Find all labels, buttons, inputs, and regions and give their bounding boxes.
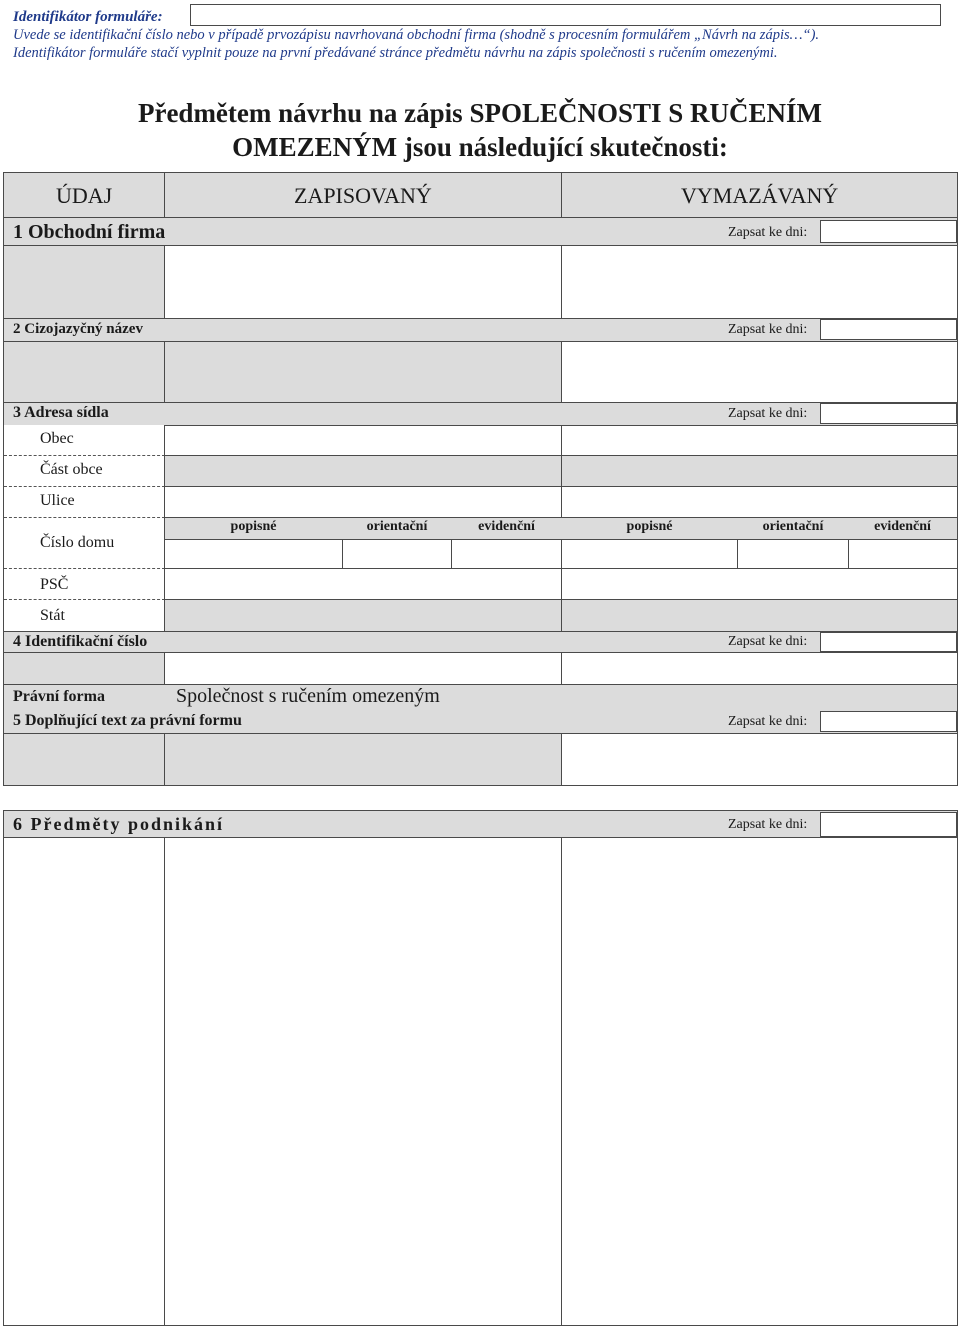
section-5-zapsat-label: Zapsat ke dni:	[728, 714, 808, 729]
section-6-zapsat-label: Zapsat ke dni:	[728, 817, 808, 832]
section-2-header	[4, 318, 957, 341]
pravni-forma-row	[4, 684, 957, 709]
divider	[4, 455, 165, 456]
section-4-zapisovany-field[interactable]	[164, 652, 562, 685]
obec-label: Obec	[40, 430, 74, 447]
ulice-zapisovany-field[interactable]	[164, 486, 562, 518]
psc-zapisovany-field[interactable]	[164, 568, 562, 600]
section-3-label: 3 Adresa sídla	[13, 404, 109, 421]
section-6-label: 6 Předměty podnikání	[13, 814, 225, 834]
section-3-zapsat-label: Zapsat ke dni:	[728, 406, 808, 421]
ulice-vymazavany-field[interactable]	[561, 486, 957, 518]
form-id-note-2: Identifikátor formuláře stačí vyplnit pouze na první předávané stránce předmětu návrhu na zápis společnosti s ručením omezenými.	[13, 45, 778, 61]
section-5-zapisovany-field[interactable]	[164, 733, 562, 785]
section-1-udaj-cell	[4, 245, 165, 318]
orientacni-header-2: orientační	[762, 519, 824, 534]
psc-vymazavany-field[interactable]	[561, 568, 957, 600]
page-title-line-1: Předmětem návrhu na zápis SPOLEČNOSTI S RUČENÍM	[137, 98, 823, 128]
section-1-zapisovany-field[interactable]	[164, 245, 562, 318]
stat-label: Stát	[40, 607, 65, 624]
section-5-zapsat-input[interactable]	[820, 711, 957, 732]
obec-zapisovany-field[interactable]	[164, 425, 562, 456]
section-4-udaj-cell	[4, 652, 165, 685]
orientacni-header-1: orientační	[366, 519, 428, 534]
pravni-forma-label: Právní forma	[13, 688, 105, 705]
section-3-header	[4, 402, 957, 425]
form-id-note-1: Uvede se identifikační číslo nebo v případě prvozápisu navrhovaná obchodní firma (shodně s procesním formulářem „Návrh na zápis…“).	[13, 27, 820, 43]
section-4-zapsat-label: Zapsat ke dni:	[728, 634, 808, 649]
divider	[4, 599, 165, 600]
section-5-udaj-cell	[4, 733, 165, 785]
popisne-vymazavany-field[interactable]	[561, 539, 738, 569]
section-3-label-column	[4, 425, 165, 632]
orientacni-zapisovany-field[interactable]	[342, 539, 452, 569]
section-2-label: 2 Cizojazyčný název	[13, 321, 143, 337]
section-6-zapsat-input[interactable]	[820, 812, 957, 837]
evidencni-header-2: evidenční	[874, 519, 931, 534]
cast-obce-vymazavany-field[interactable]	[561, 455, 957, 487]
section-4-vymazavany-field[interactable]	[561, 652, 957, 685]
divider	[4, 486, 165, 487]
orientacni-vymazavany-field[interactable]	[737, 539, 849, 569]
section-4-zapsat-input[interactable]	[820, 632, 957, 652]
section-1-zapsat-label: Zapsat ke dni:	[728, 225, 808, 240]
psc-label: PSČ	[40, 576, 69, 593]
divider	[4, 568, 165, 569]
popisne-zapisovany-field[interactable]	[164, 539, 343, 569]
section-1-label: 1 Obchodní firma	[13, 221, 166, 243]
evidencni-vymazavany-field[interactable]	[848, 539, 957, 569]
section-3-zapsat-input[interactable]	[820, 403, 957, 424]
section-5-vymazavany-field[interactable]	[561, 733, 957, 785]
evidencni-zapisovany-field[interactable]	[451, 539, 562, 569]
divider	[4, 517, 165, 518]
form-id-label: Identifikátor formuláře:	[13, 9, 163, 25]
page-title	[0, 96, 960, 164]
stat-vymazavany-field[interactable]	[561, 599, 957, 632]
form-id-input[interactable]	[190, 4, 941, 26]
section-2-vymazavany-field[interactable]	[561, 341, 957, 402]
pravni-forma-value: Společnost s ručením omezeným	[176, 685, 440, 707]
section-6-udaj-cell	[4, 838, 165, 1325]
section-4-label: 4 Identifikační číslo	[13, 633, 148, 650]
popisne-header-2: popisné	[626, 519, 673, 534]
section-2-udaj-cell	[4, 341, 165, 402]
stat-zapisovany-field[interactable]	[164, 599, 562, 632]
section-2-zapisovany-field[interactable]	[164, 341, 562, 402]
evidencni-header-1: evidenční	[478, 519, 535, 534]
page-title-line-2: OMEZENÝM jsou následující skutečnosti:	[232, 132, 728, 162]
section-6-vymazavany-field[interactable]	[561, 838, 957, 1325]
cast-obce-label: Část obce	[40, 461, 103, 478]
popisne-header-1: popisné	[230, 519, 277, 534]
obec-vymazavany-field[interactable]	[561, 425, 957, 456]
cislo-domu-label: Číslo domu	[40, 534, 115, 551]
ulice-label: Ulice	[40, 492, 75, 509]
section-5-label: 5 Doplňující text za právní formu	[13, 712, 242, 729]
cast-obce-zapisovany-field[interactable]	[164, 455, 562, 487]
section-2-zapsat-label: Zapsat ke dni:	[728, 322, 808, 337]
section-1-zapsat-input[interactable]	[820, 220, 957, 243]
col-header-zapisovany: ZAPISOVANÝ	[294, 183, 432, 208]
col-header-udaj: ÚDAJ	[56, 183, 113, 208]
section-2-zapsat-input[interactable]	[820, 319, 957, 340]
section-1-vymazavany-field[interactable]	[561, 245, 957, 318]
section-6-zapisovany-field[interactable]	[164, 838, 562, 1325]
col-header-vymazavany: VYMAZÁVANÝ	[681, 183, 839, 208]
